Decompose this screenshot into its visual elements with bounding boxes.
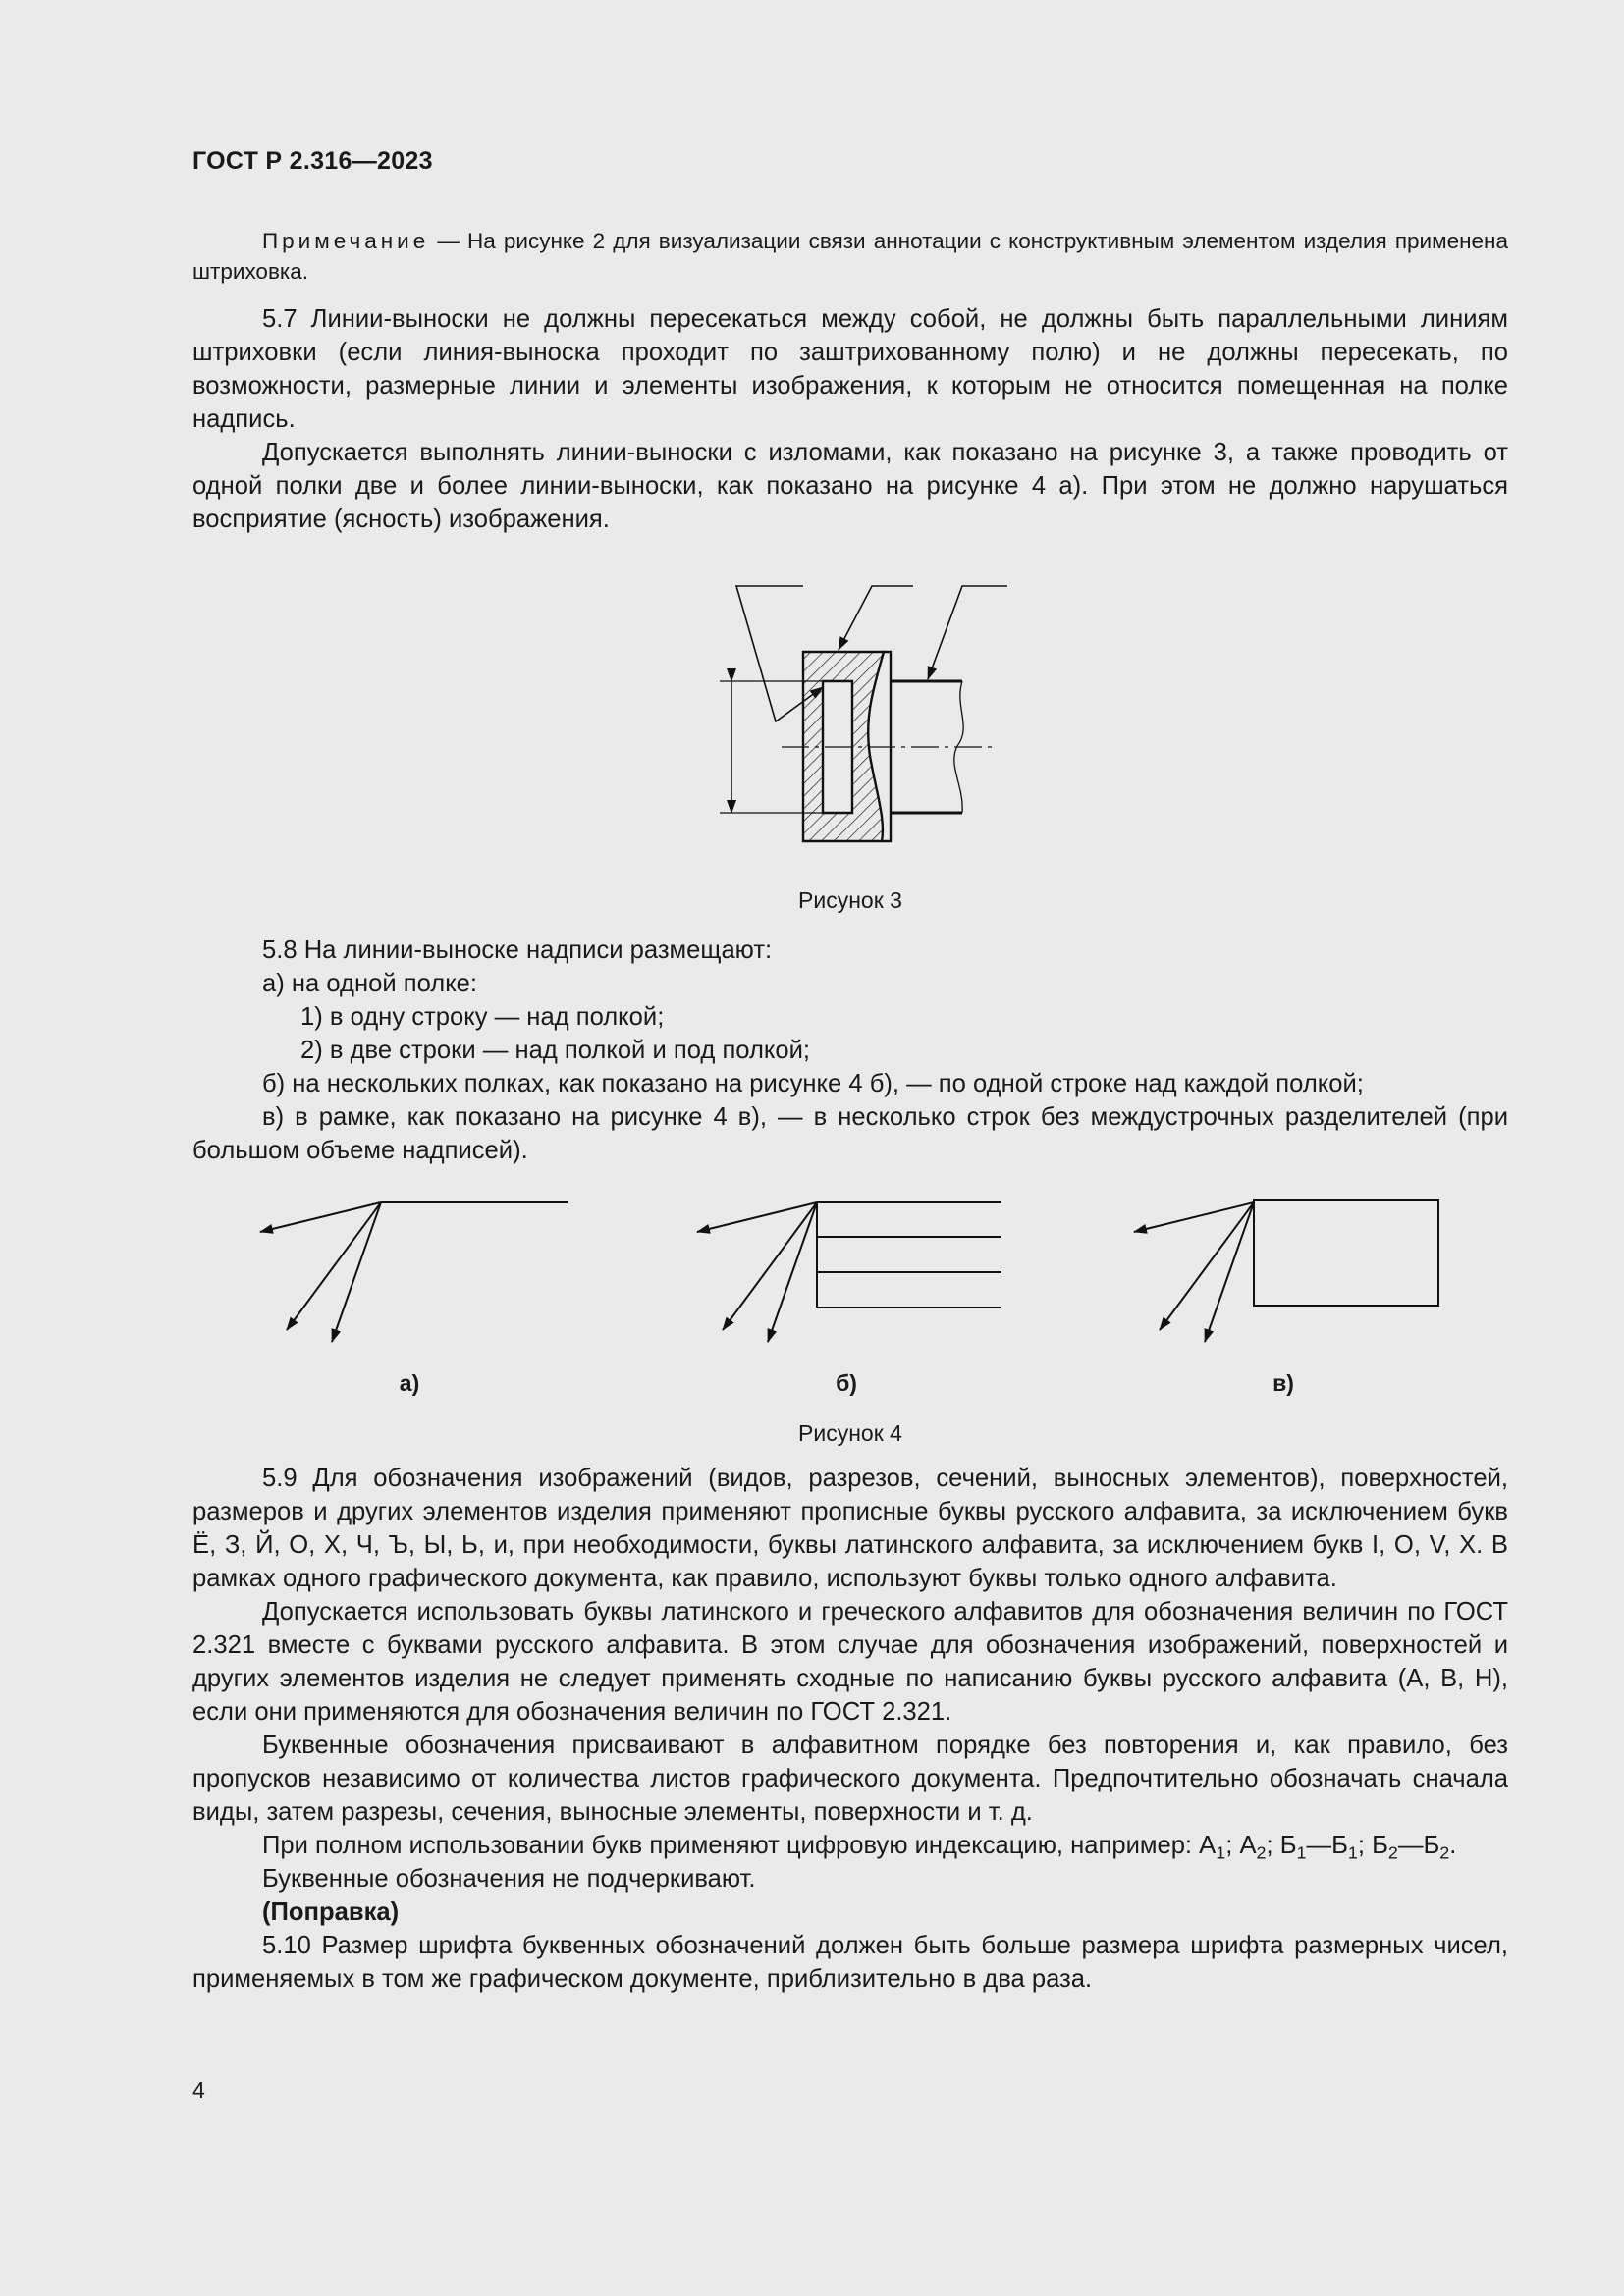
figure-4a-label: а) — [399, 1370, 420, 1396]
list-item: б) на нескольких полках, как показано на рисунке 4 б), — по одной строке над каждой полкой; — [262, 1070, 1364, 1097]
figure-3-caption: Рисунок 3 — [798, 887, 902, 913]
paragraph: 5.9 Для обозначения изображений (видов, разрезов, сечений, выносных элементов), поверхностей, размеров и других элементов изделия применяют прописные буквы русского алфавита, за исключением букв Ё, З, Й, О, Х, Ч, Ъ, Ы, Ь, и, при необходимости, буквы латинского алфавита, за исключением букв I, O, V, X. В рамках одного графического документа, как правило, используют буквы только одного алфавита. — [192, 1465, 1508, 1592]
paragraph: Буквенные обозначения присваивают в алфавитном порядке без повторения и, как правило, без пропусков независимо от количества листов графического документа. Предпочтительно обозначать сначала виды, затем разрезы, сечения, выносные элементы, поверхности и т. д. — [192, 1732, 1508, 1826]
note-label: Примечание — [262, 229, 430, 253]
dash: — — [1306, 1832, 1332, 1859]
index-letter: Б — [1372, 1832, 1388, 1859]
subscript: 1 — [1296, 1842, 1307, 1863]
list-item: в) в рамке, как показано на рисунке 4 в), — в несколько строк без междустрочных разделителей (при большом объеме надписей). — [192, 1103, 1508, 1164]
section-5-9 — [192, 1462, 1508, 1996]
subscript: 2 — [1256, 1842, 1267, 1863]
figure-3-part — [720, 586, 1007, 841]
separator: ; — [1225, 1832, 1240, 1859]
dash: — — [1397, 1832, 1424, 1859]
subscript: 1 — [1216, 1842, 1226, 1863]
subscript: 2 — [1439, 1842, 1450, 1863]
separator: ; — [1357, 1832, 1373, 1859]
amendment-label: (Поправка) — [262, 1898, 400, 1926]
separator: ; — [1266, 1832, 1280, 1859]
figure-4v — [1134, 1200, 1438, 1342]
indexing-text: При полном использовании букв применяют цифровую индексацию, например: — [262, 1832, 1200, 1859]
paragraph-indexing — [192, 1829, 1508, 1862]
figure-4-caption: Рисунок 4 — [798, 1420, 902, 1446]
subscript: 2 — [1387, 1842, 1398, 1863]
index-letter: Б — [1279, 1832, 1297, 1859]
figure-4b-label: б) — [836, 1370, 857, 1396]
paragraph: Допускается выполнять линии-выноски с изломами, как показано на рисунке 3, а также проводить от одной полки две и более линии-выноски, как показано на рисунке 4 а). При этом не должно нарушаться восприятие (ясность) изображения. — [192, 439, 1508, 533]
section-5-8 — [192, 934, 1508, 1167]
list-item: 2) в две строки — над полкой и под полкой; — [300, 1037, 811, 1064]
note-block — [192, 226, 1508, 287]
note-text: — На рисунке 2 для визуализации связи аннотации с конструктивным элементом изделия применена штриховка. — [192, 229, 1508, 284]
index-letter: А — [1239, 1832, 1257, 1859]
figure-4v-label: в) — [1272, 1370, 1294, 1396]
document-header: ГОСТ Р 2.316—2023 — [192, 147, 433, 175]
figure-4a — [260, 1202, 568, 1342]
list-item: а) на одной полке: — [262, 970, 478, 997]
list-item: 1) в одну строку — над полкой; — [300, 1003, 665, 1031]
period: . — [1449, 1832, 1457, 1859]
section-5-7 — [192, 302, 1508, 536]
figure-4b — [697, 1202, 1001, 1342]
index-letter: Б — [1423, 1832, 1440, 1859]
paragraph: Буквенные обозначения не подчеркивают. — [262, 1865, 756, 1893]
subscript: 1 — [1347, 1842, 1358, 1863]
paragraph: 5.10 Размер шрифта буквенных обозначений должен быть больше размера шрифта размерных чисел, применяемых в том же графическом документе, приблизительно в два раза. — [192, 1932, 1508, 1993]
paragraph: Допускается использовать буквы латинского и греческого алфавитов для обозначения величин по ГОСТ 2.321 вместе с буквами русского алфавита. В этом случае для обозначения изображений, поверхностей и других элементов изделия не следует применять сходные по написанию буквы русского алфавита (А, В, Н), если они применяются для обозначения величин по ГОСТ 2.321. — [192, 1598, 1508, 1726]
paragraph: 5.7 Линии-выноски не должны пересекаться между собой, не должны быть параллельными линиям штриховки (если линия-выноска проходит по заштрихованному полю) и не должны пересекать, по возможности, размерные линии и элементы изображения, к которым не относится помещенная на полке надпись. — [192, 305, 1508, 433]
page-number: 4 — [192, 2077, 205, 2103]
paragraph: 5.8 На линии-выноске надписи размещают: — [262, 936, 773, 964]
index-letter: А — [1199, 1832, 1217, 1859]
index-letter: Б — [1331, 1832, 1348, 1859]
